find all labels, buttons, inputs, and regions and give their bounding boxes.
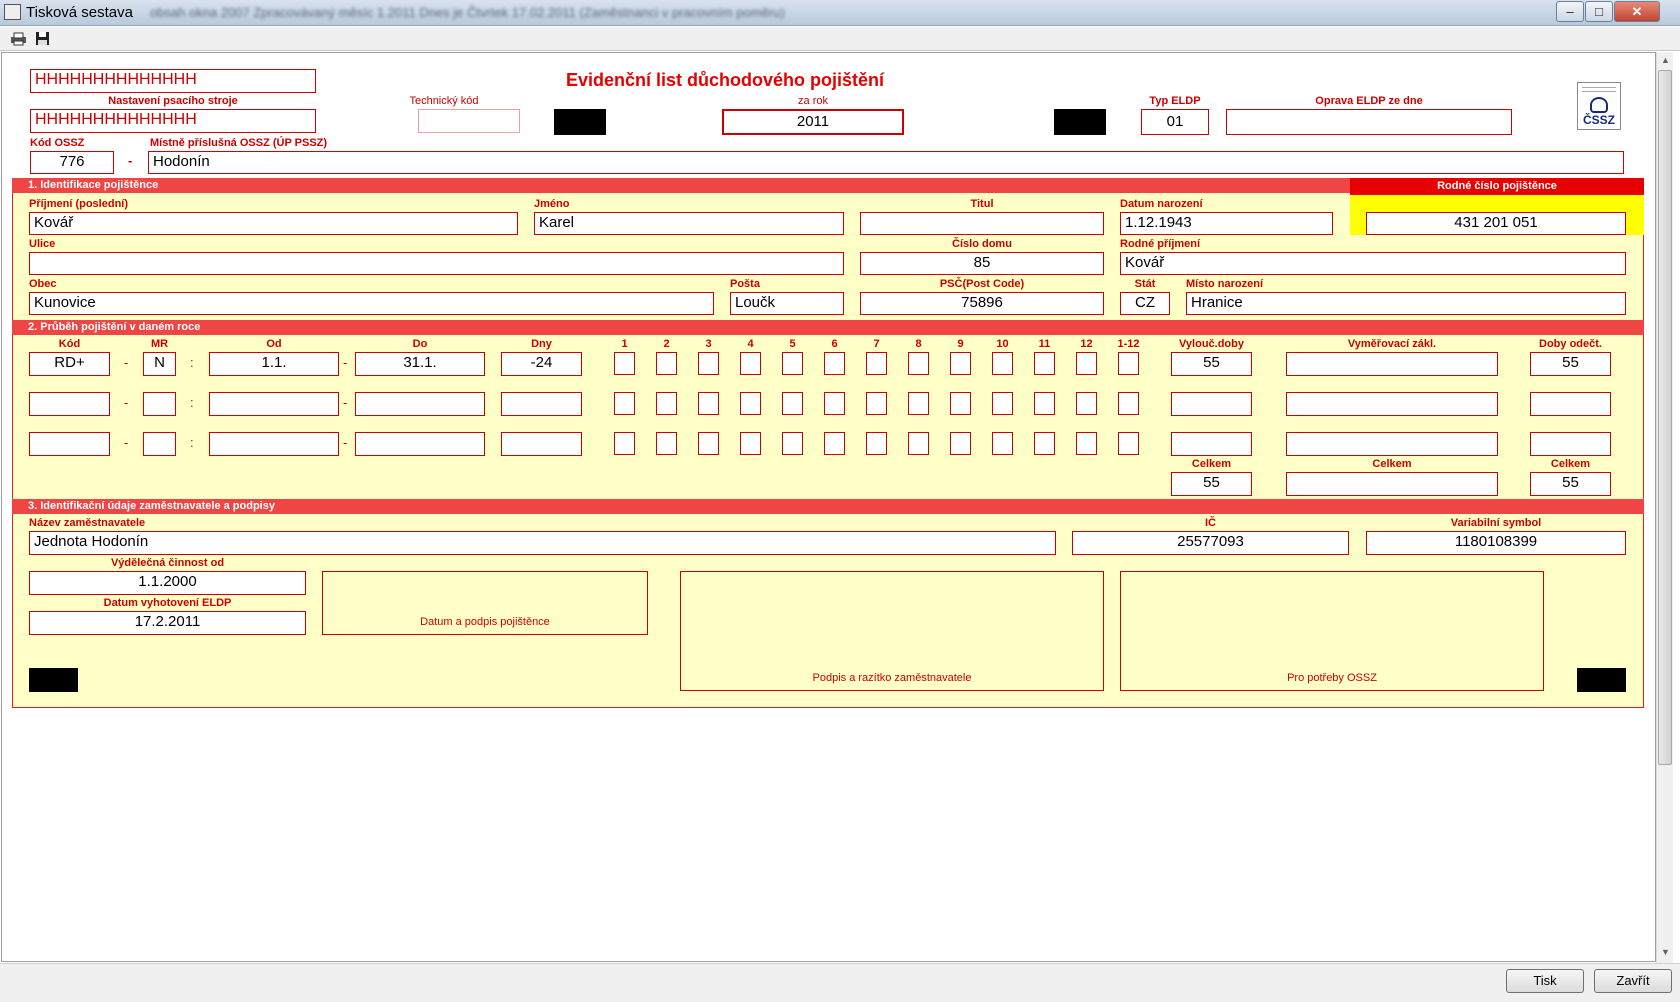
house-no-field: 85	[860, 252, 1104, 275]
total-deducted: 55	[1530, 472, 1611, 496]
col-code-label: Kód	[58, 338, 81, 350]
employer-signature-label: Podpis a razítko zaměstnavatele	[812, 672, 972, 684]
month-checkbox	[614, 432, 635, 455]
ossz-use-label: Pro potřeby OSSZ	[1287, 672, 1377, 684]
month-checkbox	[824, 352, 845, 375]
row-separator: -	[343, 435, 348, 450]
row1-to: 31.1.	[355, 352, 485, 376]
total-deducted-label: Celkem	[1550, 458, 1591, 470]
month-checkbox	[782, 352, 803, 375]
month-checkbox	[782, 392, 803, 415]
month-checkbox	[950, 392, 971, 415]
row3-to	[355, 432, 485, 456]
month-checkbox	[866, 432, 887, 455]
created-field: 17.2.2011	[29, 611, 306, 635]
row2-code	[29, 392, 110, 416]
birth-date-label: Datum narození	[1120, 198, 1203, 210]
eldp-type-field: 01	[1141, 109, 1209, 135]
window-title: Tisková sestava	[26, 4, 133, 21]
logo-flower-icon	[1590, 97, 1608, 113]
month-checkbox	[950, 352, 971, 375]
ossz-local-label: Místně příslušná OSSZ (ÚP PSSZ)	[150, 137, 328, 149]
correction-field	[1226, 109, 1512, 135]
street-field	[29, 252, 844, 275]
row3-days	[501, 432, 582, 456]
earning-from-field: 1.1.2000	[29, 571, 306, 595]
total-base-label: Celkem	[1372, 458, 1412, 470]
row1-deducted: 55	[1530, 352, 1611, 376]
month-label: 8	[915, 338, 922, 350]
technical-code-label: Technický kód	[409, 95, 479, 107]
house-no-label: Číslo domu	[952, 238, 1012, 250]
ic-field: 25577093	[1072, 531, 1349, 555]
month-label: 5	[789, 338, 796, 350]
col-mr-label: MR	[150, 338, 169, 350]
row2-excluded	[1171, 392, 1252, 416]
month-checkbox	[698, 432, 719, 455]
window-titlebar	[0, 0, 1680, 26]
correction-label: Oprava ELDP ze dne	[1315, 95, 1423, 107]
section-1-heading: 1. Identifikace pojištěnce	[12, 178, 1644, 193]
total-excluded: 55	[1171, 472, 1252, 496]
ossz-separator: -	[128, 153, 133, 168]
var-symbol-field: 1180108399	[1366, 531, 1626, 555]
close-button[interactable]: Zavřít	[1594, 969, 1672, 993]
row1-mr: N	[143, 352, 176, 376]
month-checkbox	[1034, 352, 1055, 375]
col-from-label: Od	[266, 338, 282, 350]
month-checkbox	[698, 352, 719, 375]
birth-date-field: 1.12.1943	[1120, 212, 1333, 235]
created-label: Datum vyhotovení ELDP	[103, 597, 232, 609]
month-checkbox	[1076, 352, 1097, 375]
month-checkbox	[866, 352, 887, 375]
month-checkbox	[656, 432, 677, 455]
var-symbol-label: Variabilní symbol	[1450, 517, 1542, 529]
title-field	[860, 212, 1104, 235]
redaction-block	[29, 668, 78, 692]
birth-place-label: Místo narození	[1186, 278, 1264, 290]
row2-from	[209, 392, 339, 416]
month-checkbox	[950, 432, 971, 455]
total-base	[1286, 472, 1498, 496]
col-excluded-label: Vylouč.doby	[1179, 338, 1244, 350]
col-days-label: Dny	[531, 338, 552, 350]
year-label: za rok	[798, 95, 828, 107]
scrollbar-thumb[interactable]	[1658, 70, 1672, 765]
row1-days: -24	[501, 352, 582, 376]
title-label: Titul	[970, 198, 994, 210]
page-title: Evidenční list důchodového pojištění	[565, 70, 885, 90]
typewriter-setting-1: HHHHHHHHHHHHHH	[30, 69, 316, 93]
ossz-local-field: Hodonín	[148, 151, 1624, 174]
state-label: Stát	[1134, 278, 1156, 290]
row2-mr	[143, 392, 176, 416]
ossz-code-field: 776	[30, 151, 114, 174]
scroll-up-icon[interactable]: ▲	[1661, 55, 1670, 65]
maximize-button[interactable]: □	[1585, 1, 1613, 22]
vertical-scrollbar[interactable]	[1656, 52, 1673, 963]
month-checkbox	[782, 432, 803, 455]
ossz-use-box	[1120, 571, 1544, 691]
row3-code	[29, 432, 110, 456]
row2-deducted	[1530, 392, 1611, 416]
employer-label: Název zaměstnavatele	[29, 517, 146, 529]
row3-deducted	[1530, 432, 1611, 456]
row3-excluded	[1171, 432, 1252, 456]
name-label: Jméno	[534, 198, 570, 210]
month-label: 3	[705, 338, 712, 350]
month-checkbox	[1076, 432, 1097, 455]
street-label: Ulice	[29, 238, 56, 250]
month-checkbox	[656, 352, 677, 375]
close-window-button[interactable]: ✕	[1614, 1, 1660, 22]
month-checkbox	[992, 392, 1013, 415]
row-separator: :	[190, 435, 194, 450]
birth-surname-field: Kovář	[1120, 252, 1626, 275]
app-icon	[4, 4, 21, 20]
row2-days	[501, 392, 582, 416]
insured-signature-box	[322, 571, 648, 635]
ic-label: IČ	[1205, 517, 1216, 529]
toolbar	[0, 27, 1680, 51]
month-checkbox	[824, 392, 845, 415]
typewriter-setting-2: HHHHHHHHHHHHHH	[30, 109, 316, 133]
name-field: Karel	[534, 212, 844, 235]
month-checkbox	[908, 432, 929, 455]
earning-from-label: Výdělečná činnost od	[110, 557, 225, 569]
row1-base	[1286, 352, 1498, 376]
redaction-block	[554, 109, 606, 135]
month-checkbox	[656, 392, 677, 415]
zip-field: 75896	[860, 292, 1104, 315]
section-2-heading: 2. Průběh pojištění v daném roce	[12, 320, 1644, 335]
month-checkbox	[908, 392, 929, 415]
col-to-label: Do	[412, 338, 428, 350]
post-field: Loučk	[730, 292, 844, 315]
row1-excluded: 55	[1171, 352, 1252, 376]
total-excluded-label: Celkem	[1191, 458, 1232, 470]
month-label: 1-12	[1117, 338, 1140, 350]
birth-place-field: Hranice	[1186, 292, 1626, 315]
month-checkbox	[992, 352, 1013, 375]
col-base-label: Vyměřovací zákl.	[1347, 338, 1437, 350]
state-field: CZ	[1120, 292, 1170, 315]
month-checkbox	[740, 352, 761, 375]
post-label: Pošta	[730, 278, 760, 290]
ossz-code-label: Kód OSSZ	[30, 137, 85, 149]
month-checkbox	[740, 392, 761, 415]
redaction-block	[1054, 109, 1106, 135]
month-checkbox	[866, 392, 887, 415]
row-separator: :	[190, 355, 194, 370]
month-checkbox	[824, 432, 845, 455]
month-checkbox	[1118, 392, 1139, 415]
city-label: Obec	[29, 278, 57, 290]
col-deducted-label: Doby odečt.	[1539, 338, 1602, 350]
save-icon[interactable]	[34, 31, 51, 46]
row-separator: :	[190, 395, 194, 410]
month-label: 6	[831, 338, 838, 350]
logo-text: ČSSZ	[1582, 113, 1615, 127]
month-label: 1	[621, 338, 628, 350]
row1-code: RD+	[29, 352, 110, 376]
print-icon[interactable]	[10, 31, 27, 46]
month-label: 2	[663, 338, 670, 350]
month-checkbox	[614, 392, 635, 415]
section-3-heading: 3. Identifikační údaje zaměstnavatele a podpisy	[12, 499, 1644, 514]
scroll-down-icon[interactable]: ▼	[1661, 947, 1670, 957]
row2-to	[355, 392, 485, 416]
month-checkbox	[992, 432, 1013, 455]
birth-number-field: 431 201 051	[1366, 212, 1626, 235]
month-label: 10	[996, 338, 1009, 350]
month-checkbox	[1034, 392, 1055, 415]
month-checkbox	[740, 432, 761, 455]
month-checkbox	[1118, 432, 1139, 455]
row-separator: -	[124, 395, 129, 410]
month-checkbox	[908, 352, 929, 375]
birth-number-label: Rodné číslo pojištěnce	[1350, 178, 1644, 195]
month-label: 9	[957, 338, 964, 350]
cssz-logo	[1577, 82, 1621, 130]
surname-field: Kovář	[29, 212, 518, 235]
month-checkbox	[1034, 432, 1055, 455]
surname-label: Příjmení (poslední)	[29, 198, 129, 210]
month-label: 11	[1038, 338, 1051, 350]
print-button[interactable]: Tisk	[1506, 969, 1584, 993]
insured-signature-label: Datum a podpis pojištěnce	[420, 616, 550, 628]
row-separator: -	[343, 395, 348, 410]
month-checkbox	[1076, 392, 1097, 415]
employer-field: Jednota Hodonín	[29, 531, 1056, 555]
minimize-button[interactable]: –	[1556, 1, 1584, 22]
row3-from	[209, 432, 339, 456]
redaction-block	[1577, 668, 1626, 692]
row2-base	[1286, 392, 1498, 416]
row1-from: 1.1.	[209, 352, 339, 376]
technical-code-field	[418, 109, 520, 133]
city-field: Kunovice	[29, 292, 714, 315]
employer-signature-box	[680, 571, 1104, 691]
zip-label: PSČ(Post Code)	[939, 278, 1025, 290]
eldp-type-label: Typ ELDP	[1149, 95, 1201, 107]
row3-mr	[143, 432, 176, 456]
row-separator: -	[124, 355, 129, 370]
row3-base	[1286, 432, 1498, 456]
month-checkbox	[1118, 352, 1139, 375]
month-label: 12	[1080, 338, 1093, 350]
row-separator: -	[124, 435, 129, 450]
window-title-details: obsah okna 2007 Zpracovávaný měsíc 1.2011 Dnes je Čtvrtek 17.02.2011 (Zaměstnanci v pracovním poměru)	[150, 5, 785, 20]
birth-surname-label: Rodné příjmení	[1120, 238, 1201, 250]
year-field: 2011	[722, 109, 904, 135]
typewriter-setting-label: Nastavení psacího stroje	[108, 95, 238, 107]
month-label: 7	[873, 338, 880, 350]
month-label: 4	[747, 338, 754, 350]
month-checkbox	[698, 392, 719, 415]
month-checkbox	[614, 352, 635, 375]
bottom-bar	[0, 963, 1680, 1002]
row-separator: -	[343, 355, 348, 370]
